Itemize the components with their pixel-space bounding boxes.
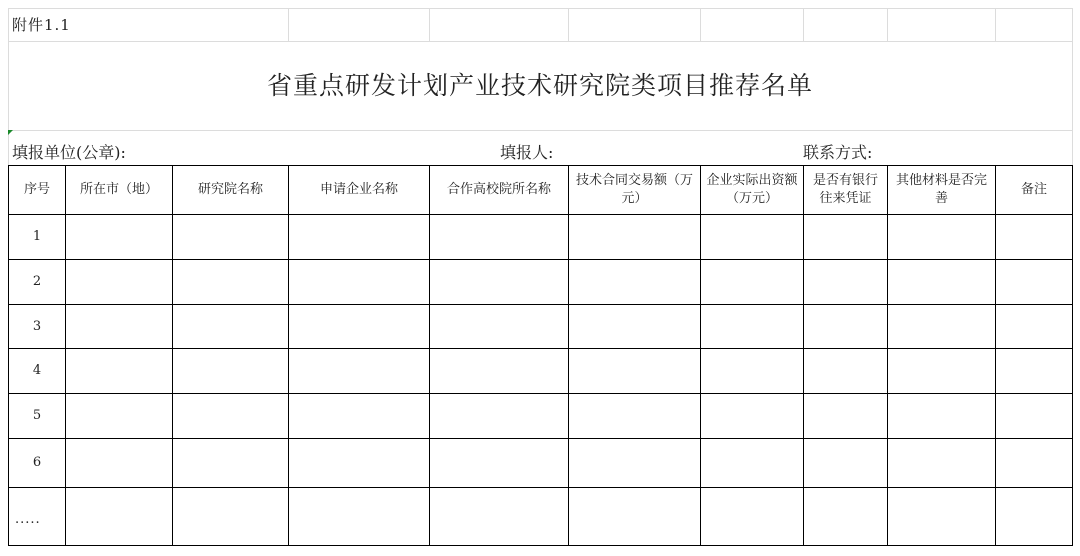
table-cell[interactable] (289, 215, 430, 260)
table-cell[interactable] (173, 305, 289, 349)
grid-line (8, 41, 1072, 42)
table-cell[interactable] (569, 349, 701, 394)
table-cell[interactable] (888, 215, 996, 260)
table-cell[interactable] (173, 488, 289, 546)
table-cell[interactable] (888, 439, 996, 488)
table-cell[interactable] (888, 349, 996, 394)
table-row (9, 215, 1073, 260)
table-cell[interactable] (66, 488, 173, 546)
table-cell[interactable] (701, 488, 804, 546)
table-cell[interactable] (430, 349, 569, 394)
table-cell[interactable] (173, 349, 289, 394)
table-cell[interactable] (701, 439, 804, 488)
table-cell[interactable] (289, 349, 430, 394)
table-cell[interactable] (569, 260, 701, 305)
table-row (9, 439, 1073, 488)
table-cell[interactable] (430, 305, 569, 349)
table-row (9, 349, 1073, 394)
grid-line (887, 8, 888, 41)
table-row (9, 488, 1073, 546)
table-row (9, 305, 1073, 349)
table-cell[interactable] (804, 215, 888, 260)
table-cell[interactable] (996, 439, 1073, 488)
table-cell[interactable] (701, 394, 804, 439)
table-cell[interactable] (569, 215, 701, 260)
table-cell[interactable] (701, 305, 804, 349)
header-applicant-company: 申请企业名称 (289, 166, 430, 215)
table-cell[interactable] (888, 305, 996, 349)
table-cell[interactable] (569, 394, 701, 439)
table-cell[interactable] (804, 394, 888, 439)
table-cell[interactable] (66, 305, 173, 349)
grid-line (700, 8, 701, 41)
table-cell[interactable] (996, 215, 1073, 260)
table-cell[interactable] (804, 305, 888, 349)
table-cell[interactable] (430, 439, 569, 488)
grid-line (803, 8, 804, 41)
table-cell[interactable] (804, 349, 888, 394)
table-row (9, 394, 1073, 439)
header-city: 所在市（地） (66, 166, 173, 215)
row-number: 1 (9, 215, 66, 260)
table-row (9, 260, 1073, 305)
header-actual-investment: 企业实际出资额（万元） (701, 166, 804, 215)
annex-label: 附件1.1 (12, 16, 71, 34)
table-cell[interactable] (996, 394, 1073, 439)
grid-line (1072, 8, 1073, 166)
table-cell[interactable] (430, 215, 569, 260)
table-cell[interactable] (996, 488, 1073, 546)
table-cell[interactable] (569, 488, 701, 546)
table-cell[interactable] (569, 439, 701, 488)
grid-line (8, 130, 1072, 131)
table-cell[interactable] (701, 215, 804, 260)
table-cell[interactable] (430, 260, 569, 305)
table-cell[interactable] (173, 394, 289, 439)
table-cell[interactable] (173, 260, 289, 305)
row-number: 4 (9, 349, 66, 394)
table-cell[interactable] (430, 488, 569, 546)
table-cell[interactable] (804, 488, 888, 546)
header-serial-number: 序号 (9, 166, 66, 215)
row-number-ellipsis: ..... (9, 488, 66, 546)
table-cell[interactable] (804, 260, 888, 305)
contact-label: 联系方式: (803, 143, 873, 162)
table-cell[interactable] (66, 215, 173, 260)
grid-line (568, 8, 569, 41)
table-cell[interactable] (173, 439, 289, 488)
table-cell[interactable] (888, 394, 996, 439)
table-cell[interactable] (701, 349, 804, 394)
row-number: 6 (9, 439, 66, 488)
table-cell[interactable] (569, 305, 701, 349)
grid-line (429, 8, 430, 41)
table-cell[interactable] (289, 394, 430, 439)
table-cell[interactable] (888, 488, 996, 546)
header-bank-voucher: 是否有银行往来凭证 (804, 166, 888, 215)
row-number: 2 (9, 260, 66, 305)
table-cell[interactable] (289, 439, 430, 488)
table-cell[interactable] (289, 488, 430, 546)
header-contract-amount: 技术合同交易额（万元） (569, 166, 701, 215)
table-cell[interactable] (289, 305, 430, 349)
table-cell[interactable] (701, 260, 804, 305)
table-header-row (9, 166, 1073, 215)
table-cell[interactable] (888, 260, 996, 305)
row-number: 3 (9, 305, 66, 349)
table-cell[interactable] (996, 349, 1073, 394)
table-cell[interactable] (66, 260, 173, 305)
recommendation-table (8, 165, 1073, 546)
table-cell[interactable] (66, 394, 173, 439)
grid-line (288, 8, 289, 41)
header-materials-complete: 其他材料是否完善 (888, 166, 996, 215)
header-institute-name: 研究院名称 (173, 166, 289, 215)
table-cell[interactable] (996, 305, 1073, 349)
page-title: 省重点研发计划产业技术研究院类项目推荐名单 (266, 71, 813, 100)
table-cell[interactable] (996, 260, 1073, 305)
filler-label: 填报人: (500, 143, 554, 162)
table-cell[interactable] (430, 394, 569, 439)
cell-comment-marker (8, 130, 13, 135)
table-cell[interactable] (289, 260, 430, 305)
grid-line (8, 8, 1072, 9)
table-cell[interactable] (173, 215, 289, 260)
table-cell[interactable] (66, 349, 173, 394)
table-cell[interactable] (804, 439, 888, 488)
table-cell[interactable] (66, 439, 173, 488)
header-partner-university: 合作高校院所名称 (430, 166, 569, 215)
header-remarks: 备注 (996, 166, 1073, 215)
filling-unit-label: 填报单位(公章): (12, 143, 126, 162)
grid-line (995, 8, 996, 41)
row-number: 5 (9, 394, 66, 439)
